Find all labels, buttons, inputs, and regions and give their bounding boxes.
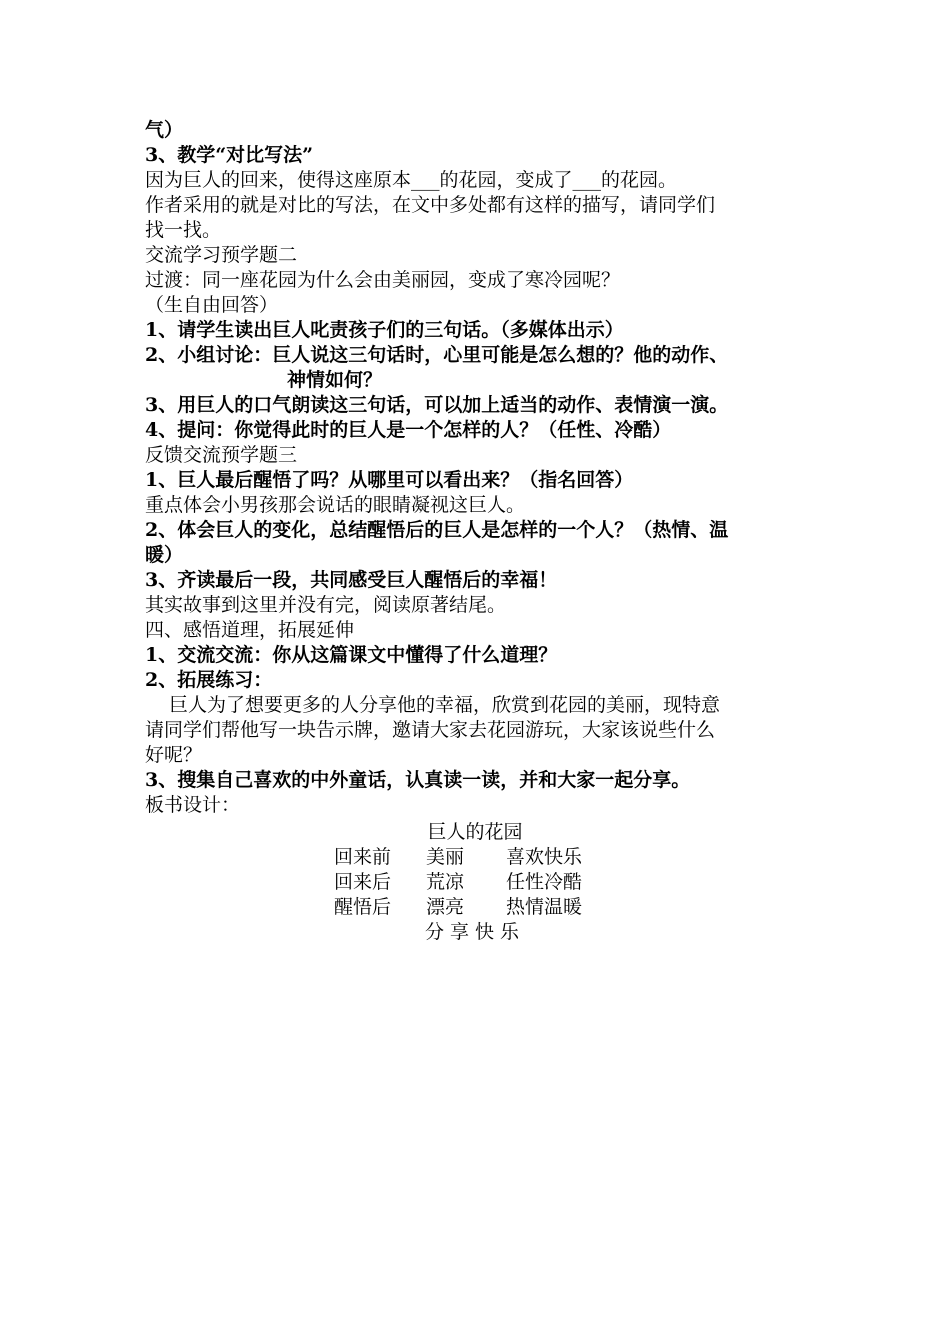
text-line: 反馈交流预学题三 [145, 444, 298, 466]
board-row [145, 870, 805, 895]
text-line: 3、用巨人的口气朗读这三句话，可以加上适当的动作、表情演一演。 [145, 394, 729, 416]
text-line: 因为巨人的回来，使得这座原本___的花园，变成了___的花园。 [145, 169, 678, 191]
text-line: 2、体会巨人的变化，总结醒悟后的巨人是怎样的一个人？（热情、温 [145, 519, 729, 541]
text-line: 作者采用的就是对比的写法，在文中多处都有这样的描写，请同学们 [145, 194, 716, 216]
text-line: 1、请学生读出巨人叱责孩子们的三句话。（多媒体出示） [145, 319, 624, 341]
text-line: 暖） [145, 544, 184, 566]
text-line: 好呢？ [145, 744, 203, 766]
text-line: 3、教学“对比写法” [145, 144, 314, 166]
text-line: 巨人为了想要更多的人分享他的幸福，欣赏到花园的美丽，现特意 [169, 694, 721, 716]
text-line: 请同学们帮他写一块告示牌，邀请大家去花园游玩，大家该说些什么 [145, 719, 716, 741]
board-row [145, 845, 805, 870]
board-cell: 美丽 [426, 846, 465, 868]
text-line: 气） [145, 119, 184, 141]
text-line: 1、巨人最后醒悟了吗？从哪里可以看出来？（指名回答） [145, 469, 634, 491]
board-cell: 热情温暖 [506, 896, 583, 918]
text-line: 板书设计： [145, 794, 241, 816]
text-line: （生自由回答） [145, 294, 279, 316]
board-cell: 任性冷酷 [506, 871, 583, 893]
board-title: 巨人的花园 [427, 821, 523, 843]
text-line: 四、感悟道理，拓展延伸 [145, 619, 355, 641]
board-cell: 回来后 [334, 871, 392, 893]
board-footer: 分享快乐 [424, 921, 525, 943]
text-line: 重点体会小男孩那会说话的眼睛凝视这巨人。 [145, 494, 526, 516]
board-cell: 喜欢快乐 [506, 846, 583, 868]
document-body [145, 118, 815, 818]
text-line: 交流学习预学题二 [145, 244, 298, 266]
text-line: 3、齐读最后一段，共同感受巨人醒悟后的幸福！ [145, 569, 558, 591]
blackboard-design [145, 820, 805, 945]
board-cell: 回来前 [334, 846, 392, 868]
text-line: 3、搜集自己喜欢的中外童话，认真读一读，并和大家一起分享。 [145, 769, 691, 791]
board-cell: 醒悟后 [334, 896, 392, 918]
board-row [145, 895, 805, 920]
text-line: 过渡：同一座花园为什么会由美丽园，变成了寒冷园呢？ [145, 269, 621, 291]
text-line: 1、交流交流：你从这篇课文中懂得了什么道理？ [145, 644, 558, 666]
text-line: 4、提问：你觉得此时的巨人是一个怎样的人？（任性、冷酷） [145, 419, 672, 441]
text-line: 其实故事到这里并没有完，阅读原著结尾。 [145, 594, 507, 616]
text-line: 找一找。 [145, 219, 222, 241]
text-line: 2、拓展练习： [145, 669, 273, 691]
board-cell: 荒凉 [426, 871, 465, 893]
text-line: 神情如何？ [287, 369, 383, 391]
text-line: 2、小组讨论：巨人说这三句话时，心里可能是怎么想的？他的动作、 [145, 344, 729, 366]
board-cell: 漂亮 [426, 896, 465, 918]
